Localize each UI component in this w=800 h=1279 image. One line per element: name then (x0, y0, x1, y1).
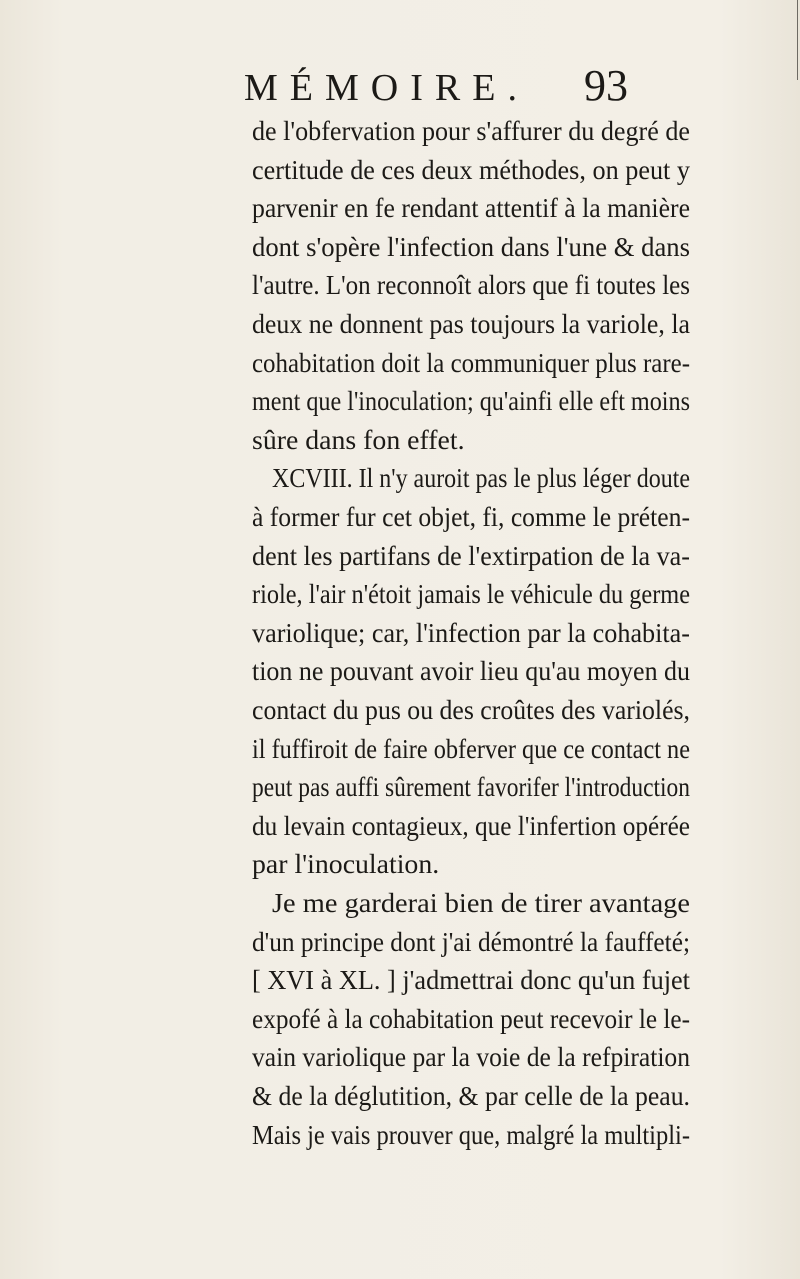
text-line: variolique; car, l'infection par la cohabita- (252, 617, 690, 649)
text-line: peut pas auffi sûrement favorifer l'introduction (252, 772, 690, 804)
text-line: sûre dans fon effet. (252, 424, 465, 456)
page-header (244, 61, 634, 110)
text-line: tion ne pouvant avoir lieu qu'au moyen du (252, 656, 690, 688)
text-line: Mais je vais prouver que, malgré la multipli- (252, 1119, 690, 1151)
text-line: [ XVI à XL. ] j'admettrai donc qu'un fujet (252, 965, 690, 997)
text-line: dont s'opère l'infection dans l'une & dans (252, 231, 690, 263)
text-line: XCVIII. Il n'y auroit pas le plus léger doute (272, 463, 690, 495)
text-line: vain variolique par la voie de la refpiration (252, 1042, 690, 1074)
text-line: de l'obfervation pour s'affurer du degré de (252, 116, 690, 147)
text-line: l'autre. L'on reconnoît alors que fi toutes les (252, 270, 690, 302)
text-line: par l'inoculation. (252, 849, 440, 881)
page-edge-line (797, 0, 798, 80)
text-line: à former fur cet objet, fi, comme le préten- (252, 502, 690, 533)
text-line: riole, l'air n'étoit jamais le véhicule du germe (252, 579, 690, 611)
running-head: MÉMOIRE. (244, 67, 529, 109)
text-line: certitude de ces deux méthodes, on peut y (252, 154, 690, 186)
text-line: & de la déglutition, & par celle de la peau. (252, 1081, 690, 1112)
page-number: 93 (584, 61, 628, 110)
text-line: du levain contagieux, que l'infertion opérée (252, 810, 690, 842)
text-line: ment que l'inoculation; qu'ainfi elle eft moins (252, 386, 690, 418)
text-line: d'un principe dont j'ai démontré la fauffeté; (252, 926, 690, 958)
text-line: Je me garderai bien de tirer avantage (272, 888, 690, 919)
text-line: cohabitation doit la communiquer plus rare- (252, 347, 690, 379)
text-line: contact du pus ou des croûtes des variolés, (252, 695, 690, 726)
text-line: expofé à la cohabitation peut recevoir le le- (252, 1003, 690, 1035)
text-line: il fuffiroit de faire obferver que ce contact ne (252, 733, 690, 765)
text-line: deux ne donnent pas toujours la variole, la (252, 309, 690, 340)
text-line: parvenir en fe rendant attentif à la manière (252, 193, 690, 225)
text-line: dent les partifans de l'extirpation de la va- (252, 540, 690, 572)
